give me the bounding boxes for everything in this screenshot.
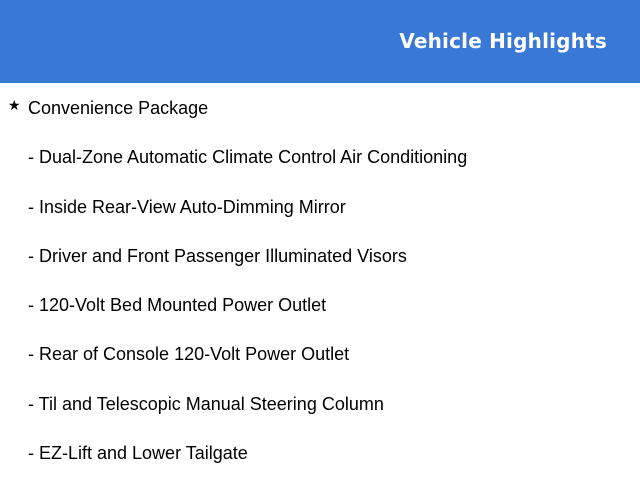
- feature-item: - Driver and Front Passenger Illuminated Visors: [28, 246, 407, 266]
- package-title: Convenience Package: [28, 98, 209, 118]
- feature-item: - Inside Rear-View Auto-Dimming Mirror: [28, 197, 346, 217]
- feature-item: - 120-Volt Bed Mounted Power Outlet: [28, 295, 327, 315]
- feature-item: - Rear of Console 120-Volt Power Outlet: [28, 344, 350, 364]
- star-icon: ★: [8, 98, 21, 114]
- feature-item: - Til and Telescopic Manual Steering Column: [28, 394, 384, 414]
- highlights-content: [0, 83, 640, 480]
- feature-item: - EZ-Lift and Lower Tailgate: [28, 443, 248, 463]
- page-title: Vehicle Highlights: [399, 29, 607, 53]
- feature-item: - Dual-Zone Automatic Climate Control Air Conditioning: [28, 147, 468, 167]
- header-bar: [0, 0, 640, 83]
